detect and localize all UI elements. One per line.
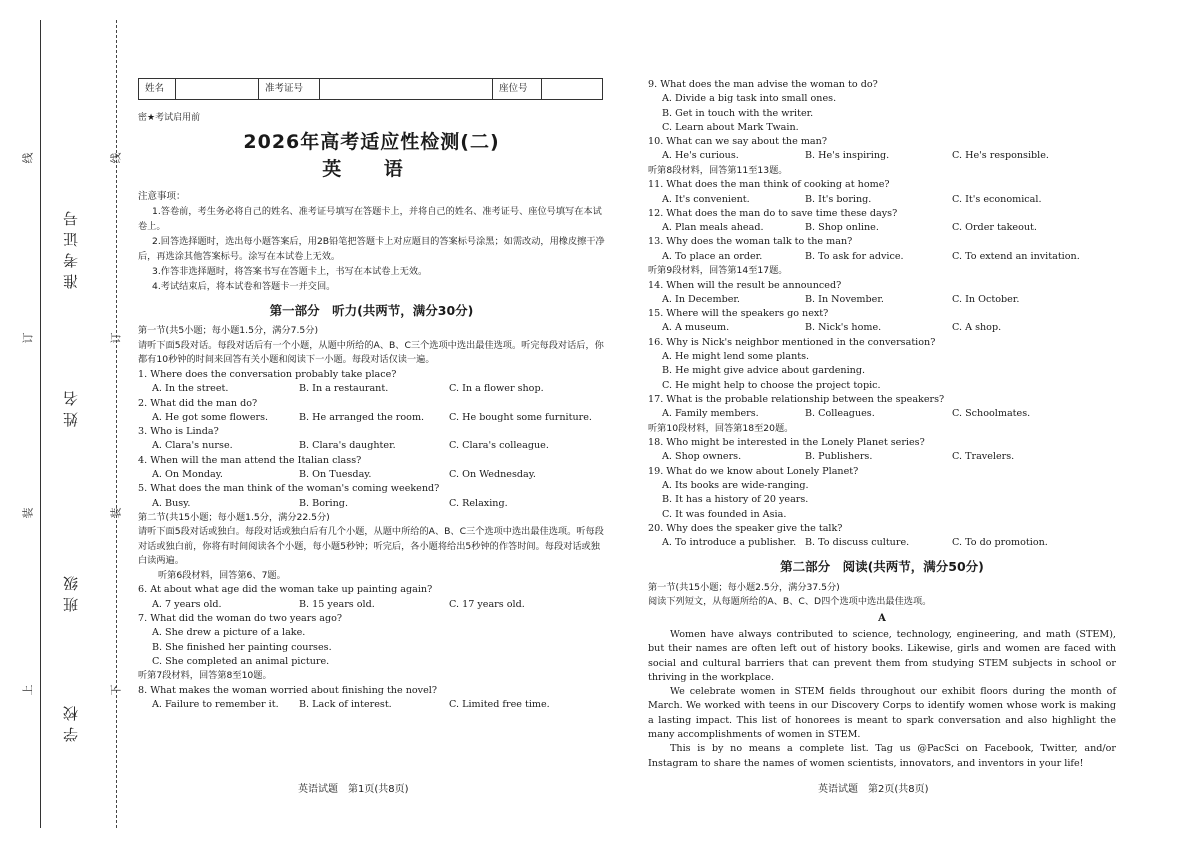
option-c: C. Limited free time. — [449, 699, 550, 711]
option-a: A. Shop owners. — [662, 451, 742, 463]
option-b: B. 15 years old. — [299, 598, 375, 610]
note-item: 2.回答选择题时，选出每小题答案后，用2B铅笔把答题卡上对应题目的答案标号涂黑；如需改动，用橡皮擦干净后，再选涂其他答案标号。涂写在本试卷上无效。 — [138, 236, 605, 263]
question — [138, 425, 605, 454]
question-stem: 6. At about what age did the woman take up painting again? — [138, 584, 433, 596]
binding-mark: 订 — [109, 332, 123, 344]
option-b: B. It has a history of 20 years. — [662, 494, 809, 506]
option-b: B. Boring. — [299, 497, 348, 509]
page-1 — [138, 78, 605, 712]
option-b: B. Clara's daughter. — [299, 440, 396, 452]
option-c: C. It's economical. — [952, 193, 1042, 205]
option-c: C. To extend an invitation. — [952, 250, 1080, 262]
listening-material-label: 听第7段材料，回答第8至10题。 — [138, 670, 272, 682]
exam-no-field — [320, 79, 493, 100]
option-c: C. It was founded in Asia. — [662, 508, 787, 520]
option-a: A. To place an order. — [662, 250, 763, 262]
question-stem: 7. What did the woman do two years ago? — [138, 613, 343, 625]
note-item: 3.作答非选择题时，将答案书写在答题卡上，书写在本试卷上无效。 — [152, 266, 428, 278]
question-stem: 15. Where will the speakers go next? — [648, 308, 829, 320]
question-stem: 18. Who might be interested in the Lonely Planet series? — [648, 437, 925, 449]
option-b: B. Nick's home. — [805, 322, 882, 334]
question — [648, 336, 1116, 393]
exam-no-label: 准考证号 — [62, 205, 80, 289]
option-a: A. Family members. — [662, 408, 759, 420]
seat-field-label: 座位号 — [493, 79, 542, 100]
binding-line-inner — [116, 20, 117, 828]
question-stem: 20. Why does the speaker give the talk? — [648, 522, 843, 534]
question-stem: 4. When will the man attend the Italian class? — [138, 454, 362, 466]
question-stem: 14. When will the result be announced? — [648, 279, 842, 291]
option-a: A. It's convenient. — [662, 193, 750, 205]
option-c: C. Schoolmates. — [952, 408, 1031, 420]
question — [648, 279, 1116, 308]
question — [648, 436, 1116, 465]
reading-instructions: 阅读下列短文，从每题所给的A、B、C、D四个选项中选出最佳选项。 — [648, 596, 932, 608]
option-b: B. Get in touch with the writer. — [662, 107, 814, 119]
listening-material-label: 听第9段材料，回答第14至17题。 — [648, 265, 788, 277]
question — [648, 522, 1116, 551]
school-label: 学校 — [62, 700, 80, 742]
option-a: A. He's curious. — [662, 150, 739, 162]
section-2-instructions: 请听下面5段对话或独白。每段对话或独白后有几个小题，从题中所给的A、B、C三个选项中选出最佳选项。听每段对话或独白前，你将有时间阅读各个小题，每小题5秒钟；听完后，各小题将给出5秒钟的作答时间。每段对话或独白读两遍。 — [138, 526, 604, 567]
option-a: A. Failure to remember it. — [152, 699, 279, 711]
option-c: C. To do promotion. — [952, 537, 1048, 549]
question — [648, 307, 1116, 336]
option-c: C. Order takeout. — [952, 222, 1037, 234]
question — [648, 235, 1116, 264]
listening-material-label: 听第8段材料，回答第11至13题。 — [648, 164, 788, 176]
question-stem: 3. Who is Linda? — [138, 426, 219, 438]
question-stem: 13. Why does the woman talk to the man? — [648, 236, 853, 248]
question — [138, 583, 605, 612]
name-field — [176, 79, 259, 100]
option-b: B. She finished her painting courses. — [152, 641, 332, 653]
part-1-title: 第一部分 听力(共两节，满分30分) — [269, 303, 474, 319]
binding-mark: 线 — [109, 152, 123, 164]
question-stem: 9. What does the man advise the woman to do? — [648, 79, 878, 90]
binding-mark: 上 — [21, 684, 35, 696]
note-item: 4.考试结束后，将本试卷和答题卡一并交回。 — [152, 281, 336, 293]
option-a: A. Divide a big task into small ones. — [662, 93, 837, 105]
option-c: C. Clara's colleague. — [449, 440, 549, 452]
binding-mark: 线 — [21, 152, 35, 164]
page-footer: 英语试题 第1页(共8页) — [298, 784, 409, 795]
question-stem: 17. What is the probable relationship between the speakers? — [648, 393, 945, 405]
binding-mark: 装 — [21, 507, 35, 519]
option-b: B. On Tuesday. — [299, 469, 372, 481]
option-c: C. He bought some furniture. — [449, 411, 592, 423]
question — [138, 368, 605, 397]
page-footer: 英语试题 第2页(共8页) — [818, 784, 929, 795]
page-2 — [648, 78, 1116, 771]
option-b: B. He's inspiring. — [805, 150, 890, 162]
question — [648, 135, 1116, 164]
question-stem: 16. Why is Nick's neighbor mentioned in the conversation? — [648, 336, 936, 348]
option-a: A. In December. — [662, 293, 740, 305]
option-c: C. 17 years old. — [449, 598, 525, 610]
page-title: 2026年高考适应性检测(二) — [243, 131, 500, 154]
question — [648, 207, 1116, 236]
section-2-heading: 第二节(共15小题；每小题1.5分，满分22.5分) — [138, 511, 330, 523]
passage-letter: A — [878, 612, 886, 624]
question — [648, 178, 1116, 207]
question — [648, 78, 1116, 135]
question-stem: 5. What does the man think of the woman's coming weekend? — [138, 483, 440, 495]
question — [648, 393, 1116, 422]
exam-no-field-label: 准考证号 — [259, 79, 320, 100]
subject-title: 英 语 — [322, 157, 421, 180]
binding-line-outer — [40, 20, 41, 828]
option-b: B. In November. — [805, 293, 884, 305]
option-c: C. In October. — [952, 293, 1020, 305]
option-c: C. Relaxing. — [449, 497, 508, 509]
name-label: 姓名 — [62, 385, 80, 427]
binding-mark: 订 — [21, 332, 35, 344]
option-a: A. Its books are wide-ranging. — [662, 479, 809, 491]
option-a: A. To introduce a publisher. — [662, 537, 797, 549]
option-a: A. Clara's nurse. — [152, 440, 233, 452]
passage-paragraph: We celebrate women in STEM fields throughout our exhibit floors during the month of March. We worked with teens in our Discovery Corps to identify women whose work is making a lasting impact. This list of honorees is meant to spark conversation and also highlight the many accomplishments of women in STEM. — [648, 686, 1116, 741]
question — [648, 465, 1116, 522]
option-b: B. Publishers. — [805, 451, 873, 463]
option-c: C. In a flower shop. — [449, 383, 544, 395]
option-b: B. Colleagues. — [805, 408, 875, 420]
name-field-label: 姓名 — [139, 79, 176, 100]
question — [138, 454, 605, 483]
listening-material-label: 听第6段材料，回答第6、7题。 — [158, 569, 286, 581]
seat-field — [542, 79, 603, 100]
option-c: C. He's responsible. — [952, 150, 1049, 162]
option-c: C. A shop. — [952, 322, 1002, 334]
option-a: A. 7 years old. — [152, 598, 222, 610]
question-stem: 10. What can we say about the man? — [648, 136, 827, 148]
passage-paragraph: Women have always contributed to science, technology, engineering, and math (STEM), but their names are often left out of history books. Likewise, girls and women are faced with social and cultural barriers that can prevent them from studying STEM subjects in school or thriving in the workplace. — [648, 629, 1116, 683]
option-b: B. He arranged the room. — [299, 411, 425, 423]
option-c: C. She completed an animal picture. — [152, 655, 330, 667]
option-a: A. Plan meals ahead. — [662, 222, 764, 234]
class-label: 班级 — [62, 570, 80, 612]
option-c: C. He might help to choose the project topic. — [662, 379, 881, 391]
option-a: A. A museum. — [662, 322, 730, 334]
part-2-title: 第二部分 阅读(共两节，满分50分) — [780, 559, 984, 575]
option-a: A. Busy. — [152, 497, 191, 509]
listening-material-label: 听第10段材料，回答第18至20题。 — [648, 422, 794, 434]
question — [138, 482, 605, 511]
question-stem: 2. What did the man do? — [138, 397, 258, 409]
binding-mark: 装 — [109, 507, 123, 519]
note-item: 1.答卷前，考生务必将自己的姓名、准考证号填写在答题卡上，并将自己的姓名、准考证号、座位号填写在本试卷上。 — [138, 206, 602, 233]
question-stem: 1. Where does the conversation probably take place? — [138, 368, 397, 380]
option-b: B. To ask for advice. — [805, 250, 904, 262]
passage-paragraph: This is by no means a complete list. Tag us @PacSci on Facebook, Twitter, and/or Instagram to share the names of women scientists, innovators, and inventors in your life! — [648, 743, 1116, 769]
option-c: C. On Wednesday. — [449, 469, 536, 481]
notes-heading: 注意事项： — [138, 190, 186, 202]
option-b: B. He might give advice about gardening. — [662, 365, 866, 377]
option-a: A. In the street. — [152, 383, 229, 395]
question-stem: 11. What does the man think of cooking at home? — [648, 179, 890, 191]
option-b: B. In a restaurant. — [299, 383, 389, 395]
option-b: B. Shop online. — [805, 222, 879, 234]
option-b: B. It's boring. — [805, 193, 872, 205]
candidate-info-table — [138, 78, 603, 100]
option-b: B. To discuss culture. — [805, 537, 910, 549]
option-b: B. Lack of interest. — [299, 699, 392, 711]
section-1-heading: 第一节(共5小题；每小题1.5分，满分7.5分) — [138, 325, 319, 337]
section-1-instructions: 请听下面5段对话。每段对话后有一个小题，从题中所给的A、B、C三个选项中选出最佳选项。听完每段对话后，你都有10秒钟的时间来回答有关小题和阅读下一小题。每段对话仅读一遍。 — [138, 339, 604, 366]
option-a: A. On Monday. — [152, 469, 223, 481]
question-stem: 8. What makes the woman worried about finishing the novel? — [138, 684, 437, 696]
option-c: C. Learn about Mark Twain. — [662, 121, 799, 133]
question-stem: 12. What does the man do to save time these days? — [648, 207, 898, 219]
option-a: A. She drew a picture of a lake. — [152, 627, 306, 639]
secret-mark: 密★考试启用前 — [138, 113, 201, 123]
option-a: A. He got some flowers. — [152, 411, 269, 423]
question — [138, 612, 605, 669]
reading-section-heading: 第一节(共15小题；每小题2.5分，满分37.5分) — [648, 581, 840, 593]
question — [138, 684, 605, 713]
option-a: A. He might lend some plants. — [662, 351, 810, 363]
question-stem: 19. What do we know about Lonely Planet? — [648, 465, 859, 477]
binding-mark: 下 — [109, 684, 123, 696]
question — [138, 397, 605, 426]
option-c: C. Travelers. — [952, 451, 1015, 463]
